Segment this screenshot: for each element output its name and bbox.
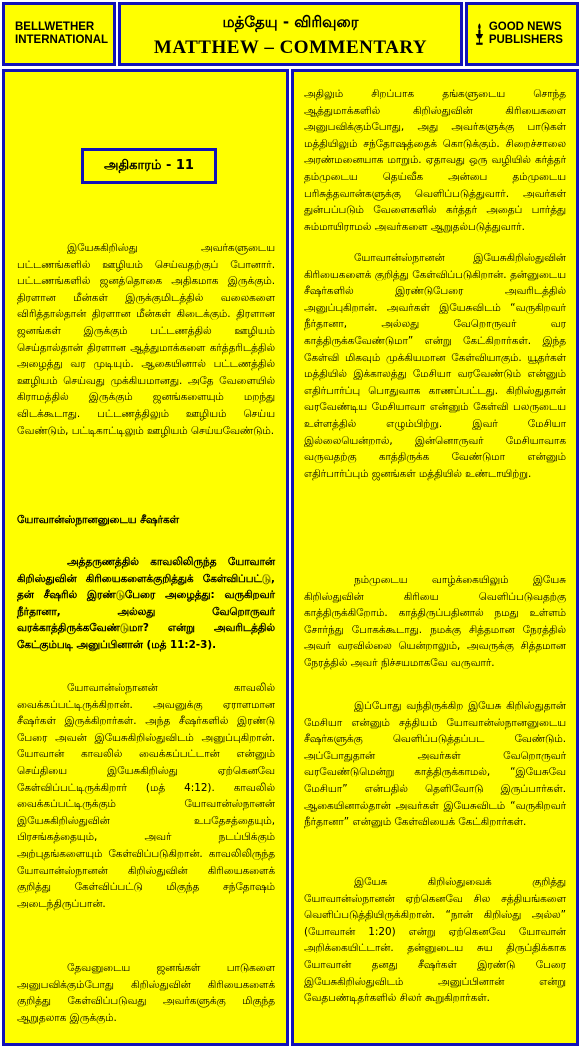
header-title-block bbox=[118, 2, 463, 66]
title-english: MATTHEW – COMMENTARY bbox=[153, 37, 428, 58]
right-logo-text: GOOD NEWS PUBLISHERS bbox=[488, 21, 563, 46]
left-paragraph-1: இயேசுகிறிஸ்து அவர்களுடைய பட்டணங்களில் ஊழியம் செய்வதற்குப் போனார். பட்டணங்களில் ஜனத்தொகை அதிகமாக இருக்கும். திரளான மீன்கள் இருக்குமிடத்தில் வலைகளை விரித்தால்தான் திரளான மீன்கள் கிடைக்கும். திரளான ஜனங்கள் இருக்கும் பட்டணத்தில் ஊழியம் செய்தால்தான் திரளான ஆத்துமாக்களை கர்த்தரிடத்தில் அழைத்து வர முடியும். ஆகையினால் பட்டணத்தில் ஊழியம் செய்வது முக்கியமானது. அதே வேளையில் கிராமத்தில் இருக்கும் ஜனங்களையும் மறந்து விடக்கூடாது. பட்டணத்திலும் ஊழியம் செய்ய வேண்டும், பட்டிகாட்டிலும் ஊழியம் செய்யவேண்டும். bbox=[17, 242, 275, 437]
right-paragraph-4: இப்போது வந்திருக்கிற இயேசு கிறிஸ்துதான் மேசியா என்னும் சத்தியம் யோவான்ஸ்நானனுடைய சீஷர்களுக்கு வெளிப்படுத்தப்பட வேண்டும். அப்போதுதான் அவர்கள் வேறொருவர் வரவேண்டுமென்று காத்திருக்காமல், “இயேசுவே மேசியா” என்பதில் தெளிவோடு இருப்பார்கள். ஆகையினால்தான் அவர்கள் இயேசுவிடம் “வருகிறவர் நீர்தானா” என்னும் கேள்வியைக் கேட்கிறார்கள். bbox=[304, 700, 566, 829]
scripture-quote: அத்தருணத்தில் காவலிலிருந்த யோவான் கிறிஸ்துவின் கிரியைகளைக்குறித்துக் கேள்விப்பட்டு, தன் சீஷரில் இரண்டுபேரை அழைத்து: வருகிறவர் நீர்தானா, அல்லது வேறொருவர் வரக்காத்திருக்கவேண்டுமா? என்று அவரிடத்தில் கேட்கும்படி அனுப்பினான் (மத் 11:2-3). bbox=[17, 556, 275, 651]
right-paragraph-1: அதிலும் சிறப்பாக தங்களுடைய சொந்த ஆத்துமாக்களில் கிறிஸ்துவின் கிரியைகளை அனுபவிக்கும்போது, அது அவர்களுக்கு பாடுகள் மத்தியிலும் சந்தோஷத்தைக் கொடுக்கும். சிறைச்சாலை அரண்மனையாக மாறும். ஏதாவது ஒரு வழியில் கர்த்தர் தம்முடைய தெய்வீக அன்பை தம்முடைய பரிசுத்தவான்களுக்கு வெளிப்படுத்துவார். அவர்கள் துன்பப்படும் வேளைகளில் கர்த்தர் அதைப் பார்த்து சும்மாயிராமல் அவர்களை ஆறுதல்படுத்துவார். bbox=[304, 88, 566, 233]
right-paragraph-2: யோவான்ஸ்நானன் இயேசுகிறிஸ்துவின் கிரியைகளைக் குறித்து கேள்விப்படுகிறான். தன்னுடைய சீஷர்களில் இரண்டுபேரை அவரிடத்தில் அனுப்புகிறான். அவர்கள் இயேசுவிடம் “வருகிறவர் நீர்தானா, அல்லது வேறொருவர் வர காத்திருக்கவேண்டுமா” என்று கேட்கிறார்கள். இந்த கேள்வி மிகவும் முக்கியமான கேள்வியாகும். யூதர்கள் மத்தியில் இக்காலத்து மேசியா வரவேண்டும் என்னும் எதிர்பார்ப்பு பொதுவாக காணப்பட்டது. கிறிஸ்துதான் வரவேண்டிய மேசியாவா என்னும் கேள்வி பலருடைய உள்ளத்தில் எழும்பிற்று. இவர் மேசியா இல்லையென்றால், இன்னொருவர் மேசியாவாக வருவதற்கு காத்திருக்க வேண்டுமா என்னும் எதிர்பார்ப்பும் ஜனங்கள் மத்தியில் உண்டாயிற்று. bbox=[304, 252, 566, 480]
right-paragraph-5: இயேசு கிறிஸ்துவைக் குறித்து யோவான்ஸ்நானன் ஏற்கெனவே சில சத்தியங்களை வெளிப்படுத்தியிருக்கிறான். “நான் கிறிஸ்து அல்ல” (யோவான் 1:20) என்று ஏற்கெனவே யோவான் அறிக்கையிட்டான். தன்னுடைய சுய திருப்திக்காக யோவான் தனது சீஷர்கள் இரண்டு பேரை இயேசுகிறிஸ்துவிடம் அனுப்பினான் என்று வேதபண்டிதர்களில் சிலர் கூறுகிறார்கள். bbox=[304, 876, 566, 1005]
right-column bbox=[291, 69, 579, 1046]
lamp-icon bbox=[474, 12, 485, 56]
right-paragraph-3: நம்முடைய வாழ்க்கையிலும் இயேசு கிறிஸ்துவின் கிரியை வெளிப்படுவதற்கு காத்திருக்கிறோம். காத்திருப்பதினால் நமது உள்ளம் சோர்ந்து போகக்கூடாது. நமக்கு சித்தமான நேரத்தில் அவர் வரவில்லை யென்றாலும், அவருக்கு சித்தமான நேரத்தில் அவர் நிச்சயமாகவே வருவார். bbox=[304, 574, 566, 669]
title-tamil: மத்தேயு - விரிவுரை bbox=[222, 13, 359, 31]
publisher-logo-left bbox=[2, 2, 116, 66]
publisher-logo-right bbox=[465, 2, 579, 66]
left-logo-text: BELLWETHER INTERNATIONAL bbox=[15, 21, 109, 46]
left-paragraph-3: யோவான்ஸ்நானன் காவலில் வைக்கப்பட்டிருக்கிறான். அவனுக்கு ஏராளமான சீஷர்கள் இருக்கிறார்கள். அந்த சீஷர்களில் இரண்டு பேரை அவன் இயேசுகிறிஸ்துவிடம் அனுப்புகிறான். யோவான் காவலில் வைக்கப்பட்டான் என்னும் செய்தியை இயேசுகிறிஸ்து ஏற்கெனவே கேள்விப்பட்டிருக்கிறார் (மத் 4:12). காவலில் வைக்கப்பட்டிருக்கும் யோவான்ஸ்நானன் இயேசுகிறிஸ்துவின் உபதேசத்தையும், பிரசங்கத்தையும், அவர் நடப்பிக்கும் அற்புதங்களையும் கேள்விப்படுகிறான். காவலிலிருந்த யோவான்ஸ்நானன் கிறிஸ்துவின் கிரியைகளைக் குறித்து கேள்விப்பட்டு மிகுந்த சந்தோஷம் அடைந்திருப்பான். bbox=[17, 682, 275, 910]
left-paragraph-4: தேவனுடைய ஜனங்கள் பாடுகளை அனுபவிக்கும்போது கிறிஸ்துவின் கிரியைகளைக் குறித்து கேள்விப்படுவது அவர்களுக்கு மிகுந்த ஆறுதலாக இருக்கும். bbox=[17, 962, 275, 1024]
section-heading: யோவான்ஸ்நானனுடைய சீஷர்கள் bbox=[17, 514, 180, 526]
chapter-label: அதிகாரம் - 11 bbox=[81, 148, 217, 184]
left-column bbox=[2, 69, 289, 1046]
